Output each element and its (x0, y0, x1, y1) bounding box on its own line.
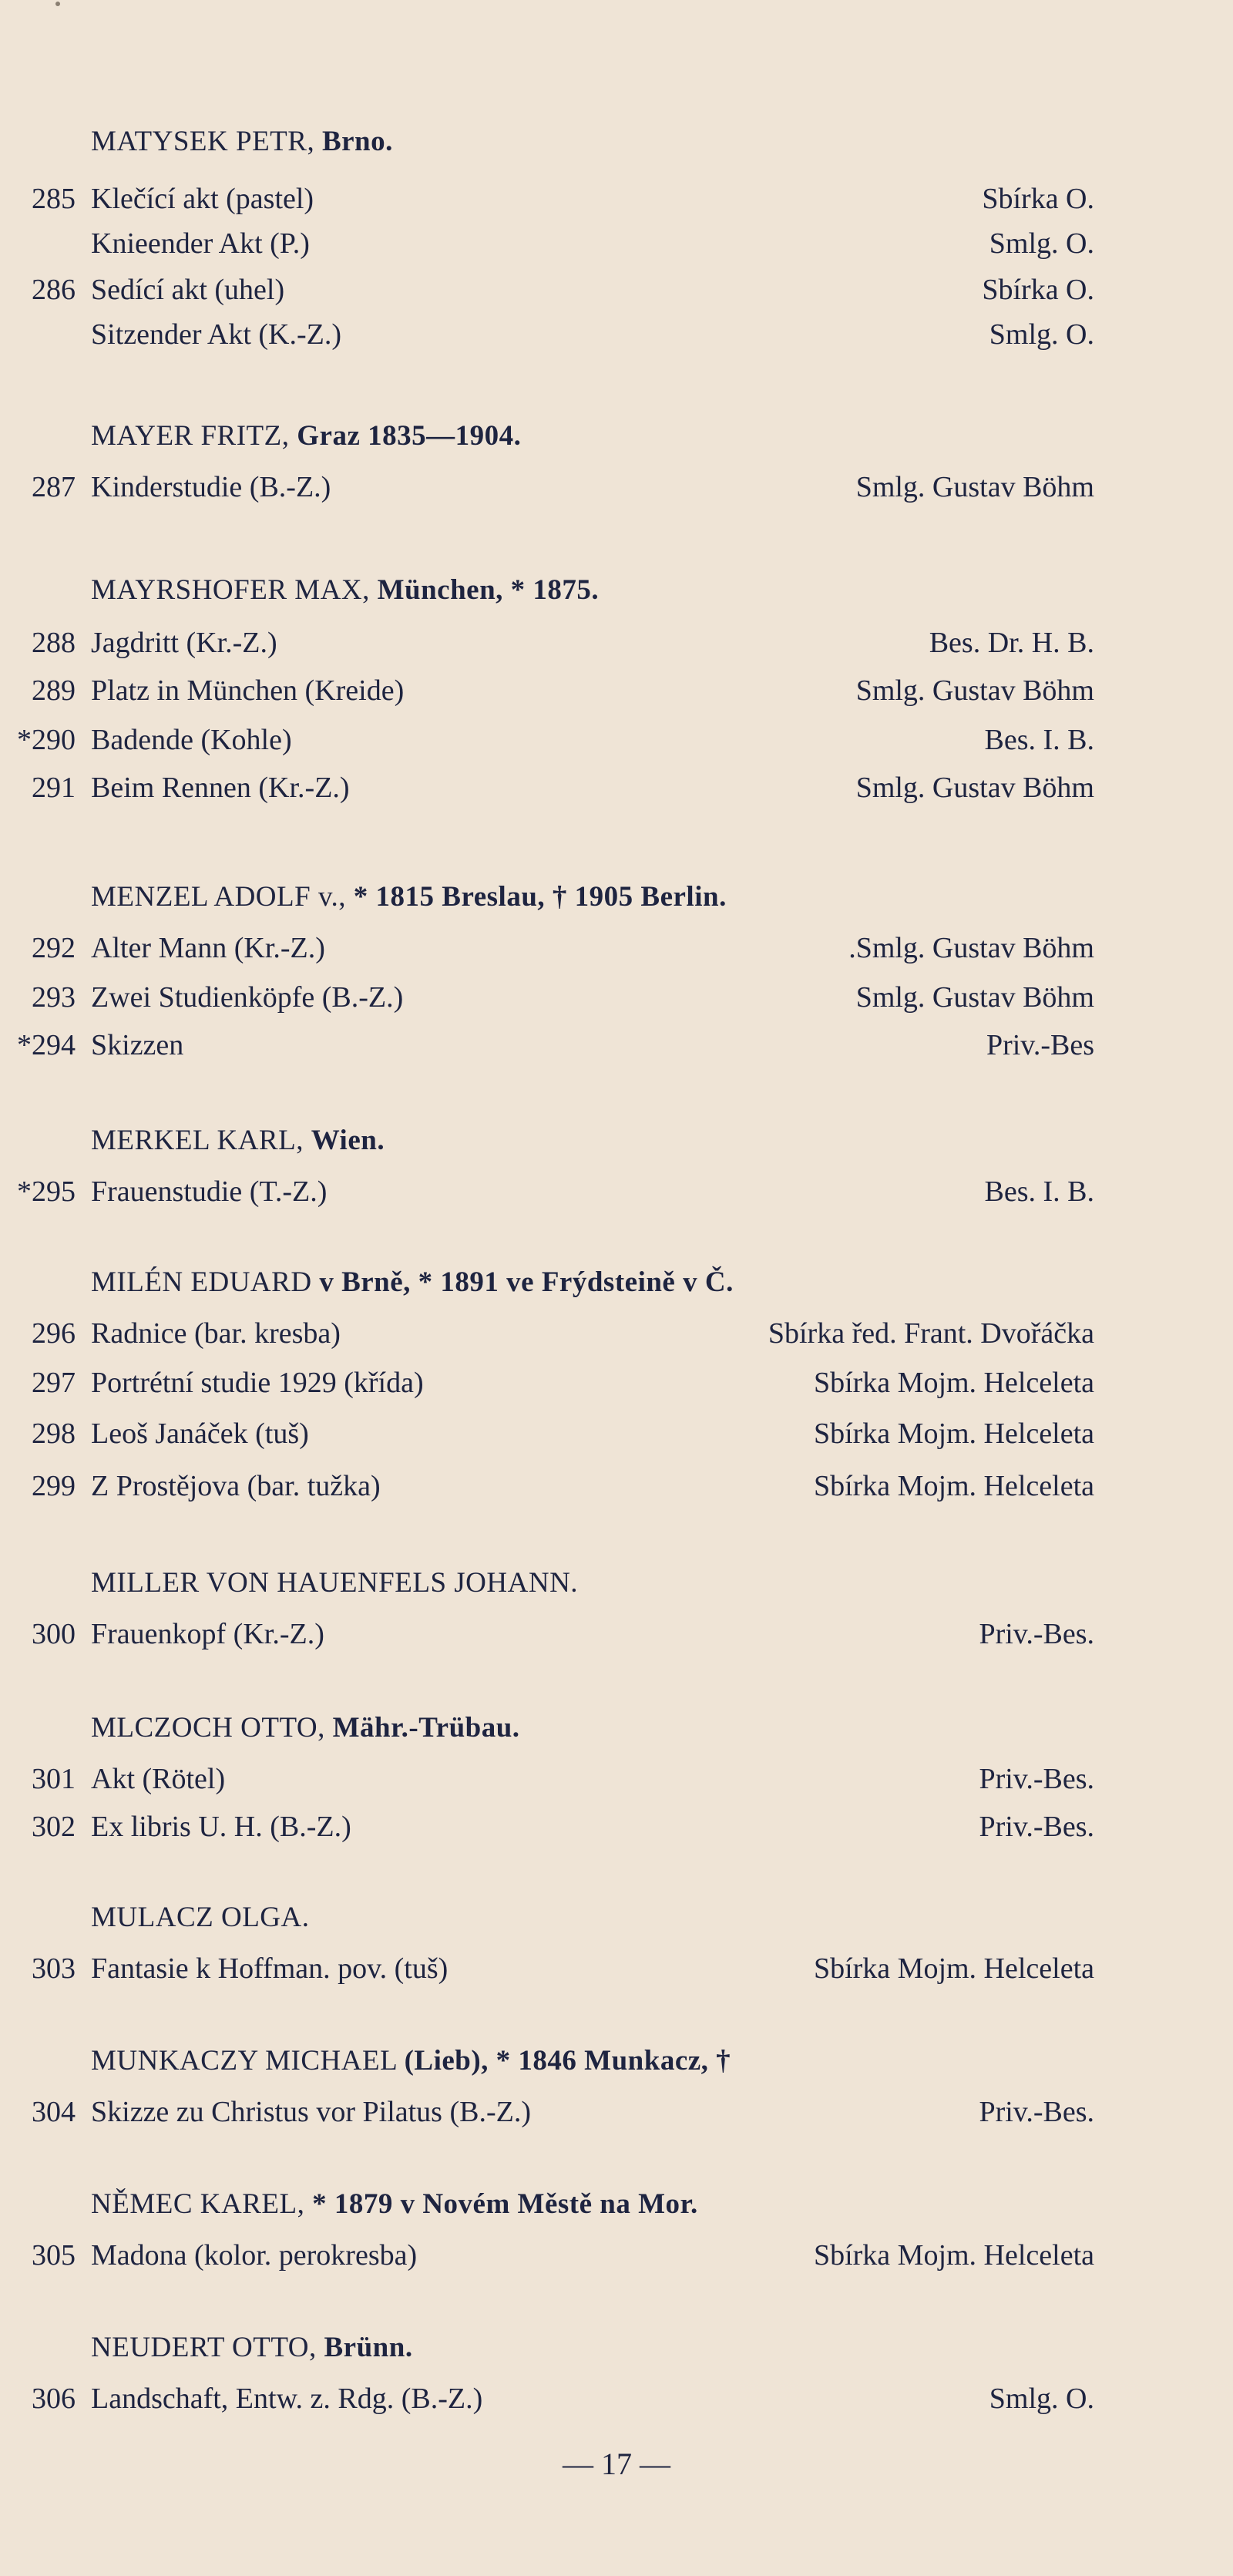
entry-collection: Priv.-Bes. (979, 1763, 1094, 1795)
artist-heading (91, 572, 599, 609)
artist-place: Wien. (311, 1125, 385, 1156)
entry-number: 298 (32, 1417, 76, 1450)
entry-collection: Sbírka Mojm. Helceleta (813, 2239, 1094, 2272)
entry-title: Kinderstudie (B.-Z.) (91, 471, 331, 503)
artist-place: * 1815 Breslau, † 1905 Berlin. (353, 881, 727, 913)
entry-title: Knieender Akt (P.) (91, 227, 310, 260)
entry-collection: Sbírka Mojm. Helceleta (813, 1367, 1094, 1399)
entry-collection: Sbírka Mojm. Helceleta (813, 1470, 1094, 1502)
entry-number: *295 (17, 1175, 76, 1208)
artist-place: Graz 1835—1904. (297, 420, 522, 452)
catalog-entry (0, 977, 1094, 1017)
catalog-entry (0, 1414, 1094, 1454)
entry-title: Frauenkopf (Kr.-Z.) (91, 1618, 324, 1650)
entry-number: *294 (17, 1029, 76, 1061)
page-number: — 17 — (563, 2447, 670, 2481)
artist-name: MATYSEK PETR, (91, 126, 315, 157)
entry-title: Platz in München (Kreide) (91, 674, 405, 707)
entry-number: 303 (32, 1952, 76, 1985)
entry-collection: Sbírka O. (982, 183, 1094, 215)
entry-collection: Smlg. Gustav Böhm (855, 981, 1094, 1014)
paper-speck (55, 2, 60, 6)
entry-collection: Smlg. O. (989, 227, 1094, 260)
entry-number: 288 (32, 627, 76, 659)
entry-title: Zwei Studienköpfe (B.-Z.) (91, 981, 404, 1014)
entry-number: 305 (32, 2239, 76, 2272)
entry-title: Beim Rennen (Kr.-Z.) (91, 772, 350, 804)
artist-heading (91, 2186, 698, 2223)
entry-number: 300 (32, 1618, 76, 1650)
entry-title: Skizze zu Christus vor Pilatus (B.-Z.) (91, 2096, 531, 2128)
entry-collection: Smlg. Gustav Böhm (855, 674, 1094, 707)
entry-collection: Priv.-Bes. (979, 1811, 1094, 1843)
entry-number: 292 (32, 932, 76, 964)
catalog-entry (0, 1759, 1094, 1799)
catalog-entry (0, 1172, 1094, 1212)
artist-place: Brno. (321, 126, 393, 157)
artist-heading (91, 2043, 731, 2080)
catalog-entry (0, 671, 1094, 711)
entry-number: 286 (32, 274, 76, 306)
catalog-entry (0, 2092, 1094, 2132)
artist-name: MAYRSHOFER MAX, (91, 574, 370, 606)
entry-collection: Priv.-Bes. (979, 2096, 1094, 2128)
entry-title: Sitzender Akt (K.-Z.) (91, 318, 342, 351)
entry-collection: .Smlg. Gustav Böhm (848, 932, 1094, 964)
catalog-entry (0, 1614, 1094, 1654)
entry-number: 287 (32, 471, 76, 503)
catalog-entry (0, 2379, 1094, 2419)
artist-name: MILÉN EDUARD (91, 1266, 312, 1298)
entry-number: 297 (32, 1367, 76, 1399)
entry-title: Leoš Janáček (tuš) (91, 1417, 309, 1450)
entry-title: Sedící akt (uhel) (91, 274, 285, 306)
entry-title: Madona (kolor. perokresba) (91, 2239, 418, 2272)
entry-collection: Priv.-Bes (986, 1029, 1094, 1061)
entry-number: 285 (32, 183, 76, 215)
entry-number: 304 (32, 2096, 76, 2128)
entry-number: 299 (32, 1470, 76, 1502)
entry-title: Skizzen (91, 1029, 184, 1061)
entry-collection: Sbírka O. (982, 274, 1094, 306)
entry-number: *290 (17, 724, 76, 756)
entry-number: 289 (32, 674, 76, 707)
entry-title: Portrétní studie 1929 (křída) (91, 1367, 424, 1399)
entry-title: Fantasie k Hoffman. pov. (tuš) (91, 1952, 449, 1985)
artist-name: MUNKACZY MICHAEL (91, 2045, 397, 2077)
entry-number: 301 (32, 1763, 76, 1795)
artist-heading (91, 1565, 578, 1602)
catalog-entry (0, 1363, 1094, 1403)
entry-collection: Bes. Dr. H. B. (929, 627, 1094, 659)
entry-collection: Smlg. Gustav Böhm (855, 471, 1094, 503)
catalog-entry (0, 314, 1094, 355)
catalog-entry (0, 2235, 1094, 2275)
catalog-entry (0, 1807, 1094, 1847)
artist-place: München, * 1875. (377, 574, 600, 606)
artist-name: MULACZ OLGA. (91, 1902, 310, 1933)
catalog-entry (0, 1313, 1094, 1354)
entry-number: 302 (32, 1811, 76, 1843)
catalog-entry (0, 179, 1094, 219)
catalog-entry (0, 1466, 1094, 1506)
entry-collection: Sbírka Mojm. Helceleta (813, 1417, 1094, 1450)
artist-name: NEUDERT OTTO, (91, 2332, 317, 2363)
catalog-entry (0, 768, 1094, 808)
entry-number: 291 (32, 772, 76, 804)
catalog-entry (0, 1949, 1094, 1989)
artist-heading (91, 879, 727, 916)
artist-heading (91, 1122, 385, 1159)
catalog-entry (0, 270, 1094, 310)
artist-name: MLCZOCH OTTO, (91, 1712, 325, 1744)
artist-heading (91, 2329, 413, 2366)
entry-title: Ex libris U. H. (B.-Z.) (91, 1811, 351, 1843)
entry-collection: Smlg. O. (989, 2383, 1094, 2415)
artist-place: * 1879 v Novém Městě na Mor. (312, 2188, 698, 2220)
artist-place: Mähr.-Trübau. (332, 1712, 520, 1744)
entry-collection: Sbírka Mojm. Helceleta (813, 1952, 1094, 1985)
catalog-entry (0, 623, 1094, 663)
entry-title: Badende (Kohle) (91, 724, 292, 756)
artist-heading (91, 1264, 734, 1301)
entry-collection: Smlg. Gustav Böhm (855, 772, 1094, 804)
artist-name: NĚMEC KAREL, (91, 2188, 305, 2220)
entry-title: Landschaft, Entw. z. Rdg. (B.-Z.) (91, 2383, 483, 2415)
entry-collection: Priv.-Bes. (979, 1618, 1094, 1650)
entry-collection: Bes. I. B. (984, 724, 1094, 756)
artist-name: MENZEL ADOLF v., (91, 881, 347, 913)
catalog-entry (0, 928, 1094, 968)
artist-name: MAYER FRITZ, (91, 420, 290, 452)
entry-collection: Sbírka řed. Frant. Dvořáčka (768, 1317, 1094, 1350)
artist-place: (Lieb), * 1846 Munkacz, † (404, 2045, 731, 2077)
artist-heading (91, 123, 393, 160)
entry-number: 293 (32, 981, 76, 1014)
artist-heading (91, 1899, 309, 1936)
artist-place: Brünn. (324, 2332, 413, 2363)
entry-title: Frauenstudie (T.-Z.) (91, 1175, 328, 1208)
entry-number: 306 (32, 2383, 76, 2415)
entry-title: Alter Mann (Kr.-Z.) (91, 932, 325, 964)
entry-title: Jagdritt (Kr.-Z.) (91, 627, 277, 659)
entry-title: Z Prostějova (bar. tužka) (91, 1470, 381, 1502)
catalog-entry (0, 1025, 1094, 1065)
catalog-entry (0, 224, 1094, 264)
entry-number: 296 (32, 1317, 76, 1350)
entry-collection: Bes. I. B. (984, 1175, 1094, 1208)
catalog-entry (0, 467, 1094, 507)
artist-heading (91, 418, 521, 455)
artist-place: v Brně, * 1891 ve Frýdsteině v Č. (319, 1266, 734, 1298)
catalog-entry (0, 720, 1094, 760)
entry-title: Akt (Rötel) (91, 1763, 226, 1795)
entry-title: Klečící akt (pastel) (91, 183, 314, 215)
entry-collection: Smlg. O. (989, 318, 1094, 351)
entry-title: Radnice (bar. kresba) (91, 1317, 341, 1350)
artist-name: MILLER VON HAUENFELS JOHANN. (91, 1567, 579, 1599)
artist-name: MERKEL KARL, (91, 1125, 304, 1156)
artist-heading (91, 1710, 520, 1747)
